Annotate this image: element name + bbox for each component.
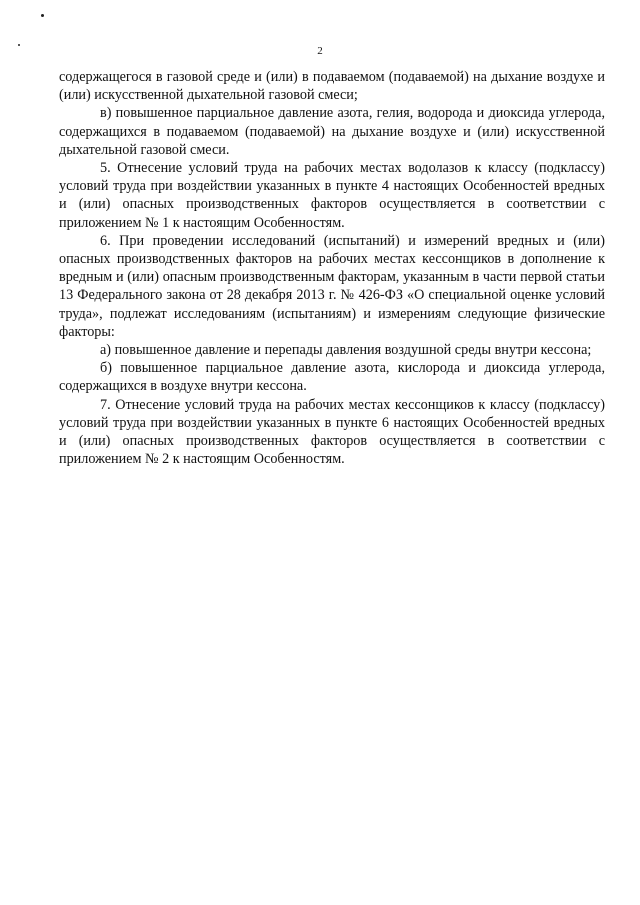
scan-speck-top xyxy=(41,14,44,17)
document-body xyxy=(59,68,605,468)
paragraph-5: 5. Отнесение условий труда на рабочих местах водолазов к классу (подклассу) условий труда при воздействии указанных в пункте 4 настоящих Особенностей вредных и (или) опасных производственных факторов осуществляется в соответствии с приложением № 1 к настоящим Особенностям. xyxy=(59,160,605,231)
paragraph-continuation: содержащегося в газовой среде и (или) в подаваемом (подаваемой) на дыхание воздухе и (или) искусственной дыхательной газовой смеси; xyxy=(59,69,605,104)
paragraph-item-v: в) повышенное парциальное давление азота, гелия, водорода и диоксида углерода, содержащихся в подаваемом (подаваемой) на дыхание воздухе и (или) искусственной дыхательной газовой смеси. xyxy=(59,105,605,158)
paragraph-7: 7. Отнесение условий труда на рабочих местах кессонщиков к классу (подклассу) условий труда при воздействии указанных в пункте 6 настоящих Особенностей вредных и (или) опасных производственных факторов осуществляется в соответствии с приложением № 2 к настоящим Особенностям. xyxy=(59,396,605,468)
paragraph-item-b: б) повышенное парциальное давление азота, кислорода и диоксида углерода, содержащихся в воздухе внутри кессона. xyxy=(59,360,605,395)
paragraph-item-a: а) повышенное давление и перепады давления воздушной среды внутри кессона; xyxy=(100,342,592,359)
page-number: 2 xyxy=(317,45,323,57)
paragraph-6: 6. При проведении исследований (испытаний) и измерений вредных и (или) опасных производственных факторов на рабочих местах кессонщиков в дополнение к вредным и (или) опасным производственным факторам, указанным в части первой статьи 13 Федерального закона от 28 декабря 2013 г. № 426-ФЗ «О специальной оценке условий труда», подлежат исследованиям (испытаниям) и измерениям следующие физические факторы: xyxy=(59,232,605,340)
